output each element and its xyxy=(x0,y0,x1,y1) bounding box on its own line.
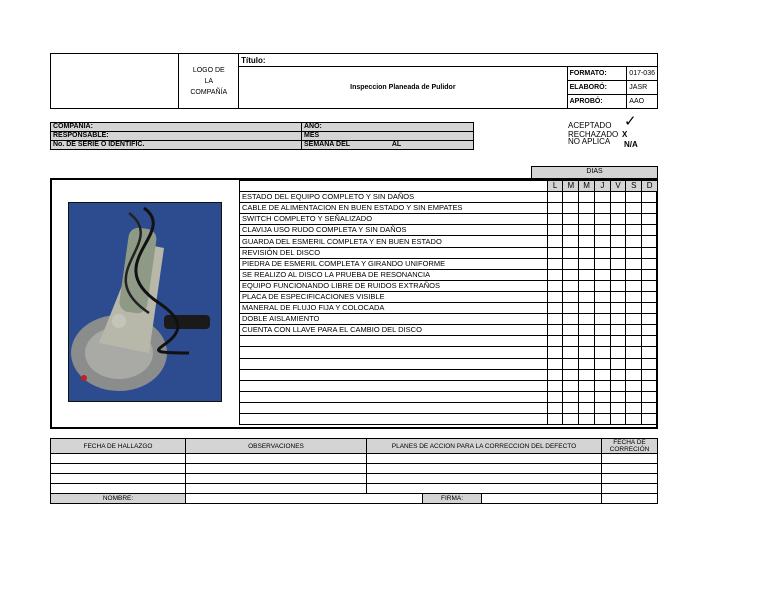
day-check-cell[interactable] xyxy=(594,380,610,391)
findings-cell[interactable] xyxy=(367,454,602,464)
day-header-2: M xyxy=(579,181,595,192)
findings-cell[interactable] xyxy=(602,464,658,474)
day-check-cell[interactable] xyxy=(626,291,642,302)
checklist-item-label xyxy=(240,380,548,391)
info-table xyxy=(50,122,474,150)
day-check-cell[interactable] xyxy=(563,413,579,424)
angle-grinder-image xyxy=(69,203,221,401)
day-check-cell[interactable] xyxy=(626,380,642,391)
day-check-cell[interactable] xyxy=(626,391,642,402)
day-check-cell[interactable] xyxy=(547,314,563,325)
day-check-cell[interactable] xyxy=(642,336,658,347)
checklist-row xyxy=(240,291,658,302)
findings-row xyxy=(51,464,658,474)
day-check-cell[interactable] xyxy=(579,402,595,413)
formato-value: 017-036 xyxy=(627,67,658,81)
day-check-cell[interactable] xyxy=(579,391,595,402)
day-check-cell[interactable] xyxy=(642,258,658,269)
checklist-item-label: SWITCH COMPLETO Y SEÑALIZADO xyxy=(240,214,548,225)
day-check-cell[interactable] xyxy=(547,192,563,203)
day-check-cell[interactable] xyxy=(579,258,595,269)
day-check-cell[interactable] xyxy=(563,303,579,314)
day-check-cell[interactable] xyxy=(594,325,610,336)
na-mark: N/A xyxy=(624,140,638,149)
day-check-cell[interactable] xyxy=(642,225,658,236)
day-check-cell[interactable] xyxy=(626,369,642,380)
day-check-cell[interactable] xyxy=(579,214,595,225)
day-check-cell[interactable] xyxy=(579,314,595,325)
ano-field[interactable]: AÑO: xyxy=(302,123,474,132)
day-header-0: L xyxy=(547,181,563,192)
day-check-cell[interactable] xyxy=(594,369,610,380)
day-check-cell[interactable] xyxy=(642,203,658,214)
day-check-cell[interactable] xyxy=(594,236,610,247)
logo-placeholder xyxy=(179,54,239,109)
day-check-cell[interactable] xyxy=(547,269,563,280)
day-check-cell[interactable] xyxy=(610,402,626,413)
findings-cell[interactable] xyxy=(51,474,186,484)
day-check-cell[interactable] xyxy=(626,269,642,280)
day-check-cell[interactable] xyxy=(642,214,658,225)
day-header-5: S xyxy=(626,181,642,192)
day-check-cell[interactable] xyxy=(610,236,626,247)
day-check-cell[interactable] xyxy=(563,336,579,347)
findings-cell[interactable] xyxy=(602,474,658,484)
day-check-cell[interactable] xyxy=(594,391,610,402)
day-check-cell[interactable] xyxy=(579,192,595,203)
day-check-cell[interactable] xyxy=(547,391,563,402)
day-check-cell[interactable] xyxy=(563,402,579,413)
checklist-item-label: DOBLE AISLAMIENTO xyxy=(240,314,548,325)
checklist-row xyxy=(240,314,658,325)
day-check-cell[interactable] xyxy=(547,303,563,314)
findings-cell[interactable] xyxy=(367,484,602,494)
checklist-row xyxy=(240,380,658,391)
semana-field[interactable] xyxy=(302,141,474,150)
day-check-cell[interactable] xyxy=(642,192,658,203)
day-check-cell[interactable] xyxy=(563,291,579,302)
day-check-cell[interactable] xyxy=(579,280,595,291)
signature-row xyxy=(51,494,658,504)
day-check-cell[interactable] xyxy=(547,369,563,380)
findings-table xyxy=(50,438,658,504)
day-check-cell[interactable] xyxy=(563,369,579,380)
checklist-row xyxy=(240,369,658,380)
logo-line-2: LA xyxy=(204,77,214,85)
compania-field[interactable]: COMPAÑIA: xyxy=(51,123,302,132)
day-check-cell[interactable] xyxy=(579,203,595,214)
day-check-cell[interactable] xyxy=(594,413,610,424)
day-check-cell[interactable] xyxy=(626,280,642,291)
day-check-cell[interactable] xyxy=(579,303,595,314)
checklist-row xyxy=(240,413,658,424)
day-check-cell[interactable] xyxy=(610,225,626,236)
day-check-cell[interactable] xyxy=(563,225,579,236)
day-check-cell[interactable] xyxy=(594,358,610,369)
day-check-cell[interactable] xyxy=(594,192,610,203)
checklist-item-label: CUENTA CON LLAVE PARA EL CAMBIO DEL DISCO xyxy=(240,325,548,336)
day-check-cell[interactable] xyxy=(610,214,626,225)
elaboro-label: ELABORÓ: xyxy=(567,81,627,95)
day-check-cell[interactable] xyxy=(563,380,579,391)
checklist-row xyxy=(240,192,658,203)
x-mark-icon: X xyxy=(622,130,628,139)
day-check-cell[interactable] xyxy=(563,391,579,402)
formato-label: FORMATO: xyxy=(567,67,627,81)
legend-no-aplica: NO APLICA xyxy=(568,137,611,146)
day-check-cell[interactable] xyxy=(626,336,642,347)
aprobo-value: AAO xyxy=(627,95,658,109)
findings-cell[interactable] xyxy=(186,454,367,464)
day-check-cell[interactable] xyxy=(579,291,595,302)
responsable-field[interactable]: RESPONSABLE: xyxy=(51,132,302,141)
findings-cell[interactable] xyxy=(51,454,186,464)
checklist-item-label: CLAVIJA USO RUDO COMPLETA Y SIN DAÑOS xyxy=(240,225,548,236)
days-header-row xyxy=(240,181,658,192)
day-check-cell[interactable] xyxy=(547,203,563,214)
findings-cell[interactable] xyxy=(186,474,367,484)
day-check-cell[interactable] xyxy=(594,347,610,358)
checklist-row xyxy=(240,225,658,236)
titulo-label: Título: xyxy=(239,54,658,67)
day-check-cell[interactable] xyxy=(626,258,642,269)
header-table xyxy=(50,53,658,109)
day-check-cell[interactable] xyxy=(547,291,563,302)
checklist-item-label xyxy=(240,347,548,358)
day-check-cell[interactable] xyxy=(563,192,579,203)
day-check-cell[interactable] xyxy=(579,347,595,358)
elaboro-value: JASR xyxy=(627,81,658,95)
checklist-table xyxy=(239,180,658,425)
day-check-cell[interactable] xyxy=(594,402,610,413)
day-check-cell[interactable] xyxy=(626,247,642,258)
day-check-cell[interactable] xyxy=(642,247,658,258)
day-check-cell[interactable] xyxy=(563,236,579,247)
checklist-item-label: CABLE DE ALIMENTACION EN BUEN ESTADO Y SIN EMPATES xyxy=(240,203,548,214)
findings-cell[interactable] xyxy=(51,484,186,494)
day-check-cell[interactable] xyxy=(547,336,563,347)
day-check-cell[interactable] xyxy=(642,291,658,302)
dias-header: DIAS xyxy=(531,166,658,178)
day-check-cell[interactable] xyxy=(626,236,642,247)
day-check-cell[interactable] xyxy=(594,247,610,258)
day-check-cell[interactable] xyxy=(547,258,563,269)
checklist-item-label: MANERAL DE FLUJO FIJA Y COLOCADA xyxy=(240,303,548,314)
checklist-item-label xyxy=(240,413,548,424)
day-check-cell[interactable] xyxy=(626,413,642,424)
day-check-cell[interactable] xyxy=(563,258,579,269)
day-check-cell[interactable] xyxy=(642,303,658,314)
day-check-cell[interactable] xyxy=(642,402,658,413)
serie-field[interactable]: No. DE SERIE O IDENTIFIC. xyxy=(51,141,302,150)
nombre-label: NOMBRE: xyxy=(51,494,186,504)
day-check-cell[interactable] xyxy=(594,258,610,269)
checklist-row xyxy=(240,247,658,258)
checklist-item-label: PLACA DE ESPECIFICACIONES VISIBLE xyxy=(240,291,548,302)
checklist-row xyxy=(240,280,658,291)
day-check-cell[interactable] xyxy=(626,303,642,314)
checklist-row xyxy=(240,236,658,247)
aprobo-label: APROBÓ: xyxy=(567,95,627,109)
day-check-cell[interactable] xyxy=(642,280,658,291)
day-check-cell[interactable] xyxy=(563,314,579,325)
day-header-4: V xyxy=(610,181,626,192)
day-check-cell[interactable] xyxy=(610,258,626,269)
day-check-cell[interactable] xyxy=(642,325,658,336)
checklist-item-label: REVISIÓN DEL DISCO xyxy=(240,247,548,258)
day-check-cell[interactable] xyxy=(610,247,626,258)
findings-cell[interactable] xyxy=(367,474,602,484)
nombre-field[interactable] xyxy=(186,494,423,503)
day-check-cell[interactable] xyxy=(579,336,595,347)
day-check-cell[interactable] xyxy=(563,203,579,214)
grinder-photo xyxy=(68,202,222,402)
checklist-row xyxy=(240,336,658,347)
day-check-cell[interactable] xyxy=(610,325,626,336)
day-check-cell[interactable] xyxy=(610,380,626,391)
day-check-cell[interactable] xyxy=(626,347,642,358)
findings-cell[interactable] xyxy=(186,484,367,494)
day-check-cell[interactable] xyxy=(579,225,595,236)
day-check-cell[interactable] xyxy=(547,325,563,336)
logo-line-1: LOGO DE xyxy=(192,66,225,74)
day-check-cell[interactable] xyxy=(610,336,626,347)
day-check-cell[interactable] xyxy=(642,380,658,391)
checklist-item-label: SE REALIZO AL DISCO LA PRUEBA DE RESONANCIA xyxy=(240,269,548,280)
checklist-item-label: ESTADO DEL EQUIPO COMPLETO Y SIN DAÑOS xyxy=(240,192,548,203)
day-check-cell[interactable] xyxy=(594,291,610,302)
day-check-cell[interactable] xyxy=(610,303,626,314)
day-check-cell[interactable] xyxy=(594,214,610,225)
checklist-item-label: GUARDA DEL ESMERIL COMPLETA Y EN BUEN ESTADO xyxy=(240,236,548,247)
signature-end-cell xyxy=(602,494,658,504)
fecha-correccion-header: FECHA DE CORRECIÓN xyxy=(602,439,658,454)
day-check-cell[interactable] xyxy=(563,269,579,280)
checklist-row xyxy=(240,203,658,214)
day-check-cell[interactable] xyxy=(642,347,658,358)
planes-header: PLANES DE ACCION PARA LA CORRECCION DEL DEFECTO xyxy=(367,439,602,454)
findings-row xyxy=(51,474,658,484)
day-check-cell[interactable] xyxy=(563,280,579,291)
al-label: AL xyxy=(391,141,402,148)
day-check-cell[interactable] xyxy=(594,280,610,291)
findings-cell[interactable] xyxy=(602,454,658,464)
day-header-3: J xyxy=(594,181,610,192)
day-check-cell[interactable] xyxy=(610,391,626,402)
day-check-cell[interactable] xyxy=(594,314,610,325)
findings-row xyxy=(51,454,658,464)
day-check-cell[interactable] xyxy=(626,402,642,413)
checklist-row xyxy=(240,258,658,269)
day-check-cell[interactable] xyxy=(626,214,642,225)
day-check-cell[interactable] xyxy=(563,325,579,336)
observaciones-header: OBSERVACIONES xyxy=(186,439,367,454)
day-check-cell[interactable] xyxy=(610,280,626,291)
day-check-cell[interactable] xyxy=(642,391,658,402)
day-check-cell[interactable] xyxy=(626,358,642,369)
checklist-row xyxy=(240,402,658,413)
day-check-cell[interactable] xyxy=(594,203,610,214)
day-check-cell[interactable] xyxy=(642,413,658,424)
checklist-item-label: PIEDRA DE ESMERIL COMPLETA Y GIRANDO UNIFORME xyxy=(240,258,548,269)
day-check-cell[interactable] xyxy=(579,413,595,424)
firma-label: FIRMA: xyxy=(423,494,482,503)
day-check-cell[interactable] xyxy=(610,203,626,214)
findings-cell[interactable] xyxy=(186,464,367,474)
day-check-cell[interactable] xyxy=(626,325,642,336)
day-check-cell[interactable] xyxy=(626,192,642,203)
checklist-item-label: EQUIPO FUNCIONANDO LIBRE DE RUIDOS EXTRAÑOS xyxy=(240,280,548,291)
checklist-row xyxy=(240,391,658,402)
signature-cell xyxy=(186,494,602,504)
checklist-item-label xyxy=(240,358,548,369)
day-check-cell[interactable] xyxy=(610,413,626,424)
checklist-row xyxy=(240,358,658,369)
day-check-cell[interactable] xyxy=(610,291,626,302)
day-check-cell[interactable] xyxy=(563,247,579,258)
day-check-cell[interactable] xyxy=(610,314,626,325)
day-check-cell[interactable] xyxy=(547,413,563,424)
day-check-cell[interactable] xyxy=(547,402,563,413)
findings-cell[interactable] xyxy=(367,464,602,474)
day-check-cell[interactable] xyxy=(547,380,563,391)
day-check-cell[interactable] xyxy=(547,347,563,358)
day-check-cell[interactable] xyxy=(547,247,563,258)
semana-label: SEMANA DEL xyxy=(304,141,350,148)
day-header-6: D xyxy=(642,181,658,192)
findings-row xyxy=(51,484,658,494)
logo-line-3: COMPAÑÍA xyxy=(190,88,228,96)
day-check-cell[interactable] xyxy=(547,225,563,236)
day-check-cell[interactable] xyxy=(547,214,563,225)
day-check-cell[interactable] xyxy=(626,203,642,214)
day-check-cell[interactable] xyxy=(610,369,626,380)
day-check-cell[interactable] xyxy=(610,347,626,358)
day-check-cell[interactable] xyxy=(594,269,610,280)
mes-field[interactable]: MES xyxy=(302,132,474,141)
fecha-hallazgo-header: FECHA DE HALLAZGO xyxy=(51,439,186,454)
items-header-cell xyxy=(240,181,548,192)
inspection-checklist xyxy=(50,178,658,429)
legend-aceptado: ACEPTADO xyxy=(568,121,612,130)
day-check-cell[interactable] xyxy=(563,214,579,225)
checklist-item-label xyxy=(240,336,548,347)
status-legend xyxy=(568,113,648,151)
day-header-1: M xyxy=(563,181,579,192)
day-check-cell[interactable] xyxy=(626,314,642,325)
findings-cell[interactable] xyxy=(602,484,658,494)
day-check-cell[interactable] xyxy=(579,369,595,380)
findings-cell[interactable] xyxy=(51,464,186,474)
header-blank-cell xyxy=(51,54,179,109)
legend-rechazado: RECHAZADO xyxy=(568,130,619,139)
day-check-cell[interactable] xyxy=(610,269,626,280)
day-check-cell[interactable] xyxy=(579,247,595,258)
day-check-cell[interactable] xyxy=(579,380,595,391)
day-check-cell[interactable] xyxy=(579,269,595,280)
day-check-cell[interactable] xyxy=(579,325,595,336)
checklist-row xyxy=(240,347,658,358)
day-check-cell[interactable] xyxy=(610,192,626,203)
day-check-cell[interactable] xyxy=(547,358,563,369)
day-check-cell[interactable] xyxy=(642,314,658,325)
checklist-row xyxy=(240,325,658,336)
day-check-cell[interactable] xyxy=(579,236,595,247)
day-check-cell[interactable] xyxy=(563,358,579,369)
checklist-item-label xyxy=(240,391,548,402)
day-check-cell[interactable] xyxy=(642,358,658,369)
form-title: Inspeccion Planeada de Pulidor xyxy=(239,67,568,109)
day-check-cell[interactable] xyxy=(594,303,610,314)
day-check-cell[interactable] xyxy=(547,236,563,247)
checklist-row xyxy=(240,214,658,225)
checklist-item-label xyxy=(240,402,548,413)
day-check-cell[interactable] xyxy=(642,269,658,280)
day-check-cell[interactable] xyxy=(563,347,579,358)
day-check-cell[interactable] xyxy=(642,369,658,380)
day-check-cell[interactable] xyxy=(610,358,626,369)
day-check-cell[interactable] xyxy=(547,280,563,291)
checklist-row xyxy=(240,269,658,280)
checklist-item-label xyxy=(240,369,548,380)
check-mark-icon: ✓ xyxy=(624,113,637,130)
day-check-cell[interactable] xyxy=(594,225,610,236)
day-check-cell[interactable] xyxy=(594,336,610,347)
day-check-cell[interactable] xyxy=(642,236,658,247)
day-check-cell[interactable] xyxy=(626,225,642,236)
firma-field[interactable] xyxy=(482,494,601,503)
checklist-row xyxy=(240,303,658,314)
day-check-cell[interactable] xyxy=(579,358,595,369)
